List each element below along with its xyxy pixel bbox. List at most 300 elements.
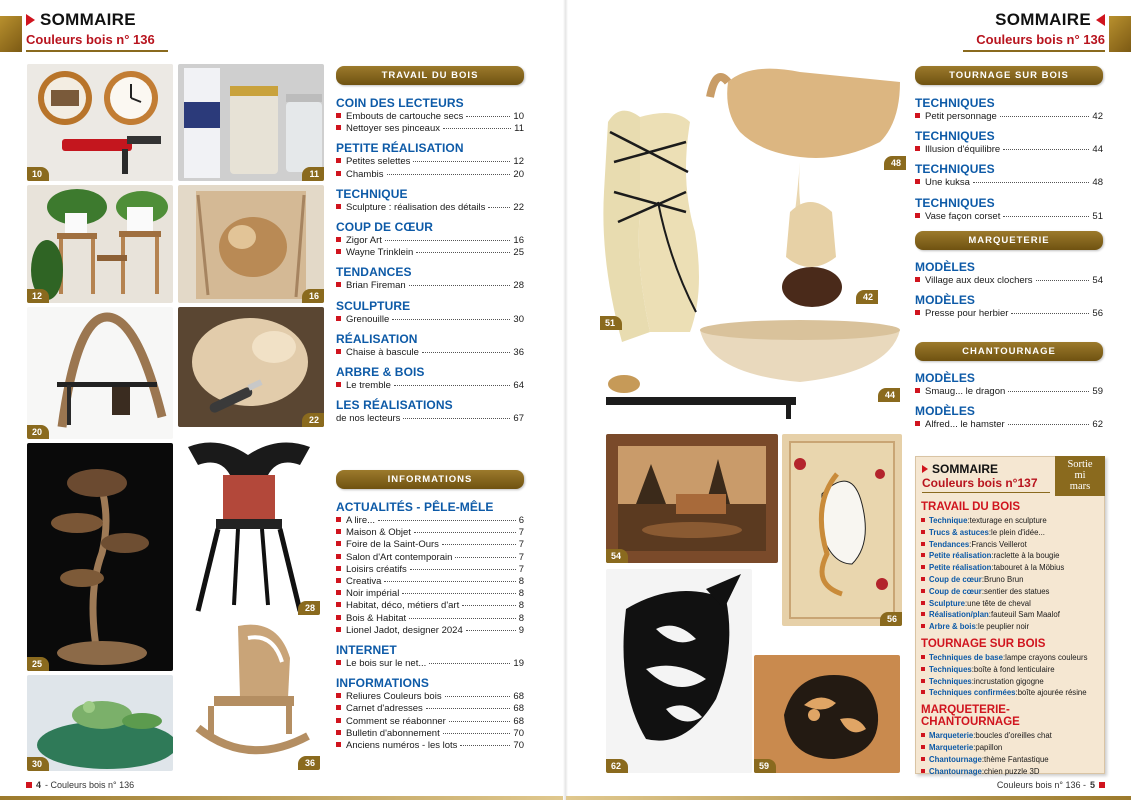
next-issue-entry: Marqueterie : papillon bbox=[921, 742, 1101, 754]
toc-entry-page: 28 bbox=[513, 280, 524, 292]
dot-leader bbox=[414, 532, 516, 533]
toc-group-title: INFORMATIONS bbox=[336, 676, 429, 691]
entry-category: Tendances bbox=[929, 539, 970, 549]
toc-entry[interactable] bbox=[336, 740, 524, 752]
next-issue-entry: Arbre & bois : le peuplier noir bbox=[921, 621, 1101, 633]
toc-entry-page: 68 bbox=[513, 691, 524, 703]
next-issue-entry: Chantournage : thème Fantastique bbox=[921, 754, 1101, 766]
triangle-marker-icon bbox=[922, 465, 928, 473]
toc-entry[interactable] bbox=[336, 202, 524, 214]
entry-topic: le plein d'idée... bbox=[990, 527, 1045, 537]
toc-entry-page: 7 bbox=[518, 539, 524, 551]
bullet-square-icon bbox=[336, 660, 341, 665]
toc-entry-label: Carnet d'adresses bbox=[346, 703, 423, 715]
toc-group bbox=[336, 365, 524, 392]
toc-entry-label: Le tremble bbox=[346, 380, 391, 392]
photo-bonsai bbox=[27, 443, 173, 671]
toc-entry-label: Vase façon corset bbox=[925, 210, 1001, 222]
dot-leader bbox=[462, 605, 515, 606]
photo-hamster-cutout bbox=[754, 655, 900, 773]
toc-entry[interactable] bbox=[336, 539, 524, 551]
bullet-square-icon bbox=[336, 693, 341, 698]
toc-entry-page: 16 bbox=[513, 235, 524, 247]
bullet-square-icon bbox=[336, 578, 341, 583]
photo-page-number: 28 bbox=[298, 601, 320, 615]
dot-leader bbox=[1008, 391, 1089, 392]
toc-entry-page: 9 bbox=[518, 624, 524, 636]
toc-group bbox=[336, 96, 524, 135]
toc-entry-page: 48 bbox=[1092, 177, 1103, 189]
photo-page-number: 25 bbox=[27, 657, 49, 671]
bullet-square-icon bbox=[921, 690, 925, 694]
toc-entry[interactable] bbox=[915, 111, 1103, 123]
photo-stools bbox=[27, 185, 173, 303]
bullet-square-icon bbox=[921, 542, 925, 546]
next-issue-entry: Techniques de base : lampe crayons couleurs bbox=[921, 652, 1101, 664]
bullet-square-icon bbox=[921, 577, 925, 581]
next-issue-entry: Petite réalisation : tabouret à la Möbius bbox=[921, 562, 1101, 574]
toc-entry[interactable] bbox=[336, 728, 524, 740]
toc-entry[interactable] bbox=[336, 588, 524, 600]
entry-category: Trucs & astuces bbox=[929, 527, 989, 537]
next-issue-entry: Trucs & astuces : le plein d'idée... bbox=[921, 527, 1101, 539]
page-edge-tab bbox=[0, 16, 22, 52]
toc-entry-page: 54 bbox=[1092, 275, 1103, 286]
dot-leader bbox=[445, 696, 511, 697]
entry-topic: le peuplier noir bbox=[977, 622, 1030, 632]
entry-category: Petite réalisation bbox=[929, 563, 992, 573]
toc-entry[interactable] bbox=[915, 275, 1103, 287]
dot-leader bbox=[378, 520, 516, 521]
entry-topic: chien puzzle 3D bbox=[984, 766, 1040, 776]
bullet-square-icon bbox=[336, 349, 341, 354]
photo-page-number: 12 bbox=[27, 289, 49, 303]
entry-category: Technique bbox=[929, 516, 968, 525]
entry-topic: fauteuil Sam Maalof bbox=[990, 610, 1060, 620]
photo-page-number: 11 bbox=[302, 167, 324, 181]
dot-leader bbox=[409, 285, 511, 286]
toc-entry-label: Foire de la Saint-Ours bbox=[346, 539, 439, 551]
photo-clocks bbox=[27, 64, 173, 181]
dot-leader bbox=[973, 182, 1090, 183]
toc-entry-page: 8 bbox=[518, 612, 524, 624]
toc-group bbox=[915, 404, 1103, 431]
toc-entry[interactable] bbox=[336, 564, 524, 576]
toc-entry[interactable] bbox=[336, 658, 524, 670]
entry-category: Marqueterie bbox=[929, 742, 974, 752]
dot-leader bbox=[402, 593, 515, 594]
next-issue-entry: Réalisation/plan : fauteuil Sam Maalof bbox=[921, 609, 1101, 621]
toc-entry[interactable] bbox=[915, 177, 1103, 189]
toc-group bbox=[915, 260, 1103, 287]
next-issue-section-title: TRAVAIL DU BOIS bbox=[921, 501, 1021, 513]
toc-entry-page: 8 bbox=[518, 588, 524, 600]
toc-group-title: MODÈLES bbox=[915, 293, 976, 308]
entry-topic: Bruno Brun bbox=[984, 574, 1024, 584]
bullet-square-icon bbox=[336, 171, 341, 176]
toc-entry[interactable] bbox=[336, 123, 524, 135]
entry-topic: raclette à la bougie bbox=[993, 551, 1060, 561]
toc-entry-label: de nos lecteurs bbox=[336, 413, 401, 425]
toc-entry[interactable] bbox=[336, 613, 524, 625]
photo-rocking-chair bbox=[178, 618, 320, 770]
toc-entry-label: Creativa bbox=[346, 576, 382, 588]
toc-entry-label: Chambis bbox=[346, 168, 384, 180]
entry-topic: boucles d'oreilles chat bbox=[975, 731, 1052, 741]
section-band-chantournage: CHANTOURNAGE bbox=[915, 342, 1103, 361]
bullet-square-icon bbox=[336, 742, 341, 747]
toc-group bbox=[336, 220, 524, 259]
photo-turned-wood-collage bbox=[600, 62, 906, 432]
next-issue-entry: Chantournage : chien puzzle 3D bbox=[921, 766, 1101, 778]
bullet-square-icon bbox=[336, 204, 341, 209]
right-page bbox=[566, 0, 1131, 800]
dot-leader bbox=[387, 174, 511, 175]
toc-entry[interactable] bbox=[915, 308, 1103, 320]
toc-group bbox=[915, 196, 1103, 223]
toc-group-title: TECHNIQUES bbox=[915, 195, 995, 210]
toc-entry[interactable] bbox=[336, 413, 524, 425]
toc-entry-label: Noir impérial bbox=[346, 588, 400, 600]
toc-group bbox=[336, 500, 524, 637]
toc-entry[interactable] bbox=[336, 235, 524, 247]
toc-group bbox=[915, 129, 1103, 156]
toc-entry-page: 42 bbox=[1092, 111, 1103, 122]
entry-category: Sculpture bbox=[929, 598, 965, 608]
photo-page-number: 62 bbox=[606, 759, 628, 773]
entry-category: Techniques bbox=[929, 664, 972, 674]
toc-entry-label: Maison & Objet bbox=[346, 527, 411, 539]
toc-entry-label: Habitat, déco, métiers d'art bbox=[346, 600, 460, 612]
dot-leader bbox=[429, 663, 510, 664]
toc-group-title: MODÈLES bbox=[915, 371, 976, 385]
toc-group-title: PETITE RÉALISATION bbox=[336, 141, 464, 156]
next-issue-entry: Tendances : Francis Veillerot bbox=[921, 539, 1101, 551]
toc-entry-label: Petites selettes bbox=[346, 156, 411, 168]
toc-entry[interactable] bbox=[336, 552, 524, 564]
page-header bbox=[963, 10, 1105, 52]
toc-entry[interactable] bbox=[336, 347, 524, 359]
entry-category: Réalisation/plan bbox=[929, 610, 989, 620]
toc-group-title: INTERNET bbox=[336, 643, 397, 658]
section-band-informations: INFORMATIONS bbox=[336, 470, 524, 489]
toc-entry-page: 22 bbox=[513, 201, 524, 213]
dot-leader bbox=[455, 557, 515, 558]
entry-topic: texturage en sculpture bbox=[969, 516, 1047, 525]
entry-category: Coup de cœur bbox=[929, 586, 982, 596]
bullet-square-icon bbox=[336, 615, 341, 620]
bullet-square-icon bbox=[915, 179, 920, 184]
bullet-square-icon bbox=[336, 249, 341, 254]
toc-group bbox=[336, 332, 524, 359]
toc-entry[interactable] bbox=[336, 156, 524, 168]
photo-brian-fireman-chair bbox=[178, 435, 320, 615]
photo-page-number: 59 bbox=[754, 759, 776, 773]
next-issue-section-title: MARQUETERIE-CHANTOURNAGE bbox=[921, 704, 1020, 729]
next-issue-entry: Technique : texturage en sculpture bbox=[921, 515, 1101, 527]
toc-entry-page: 62 bbox=[1092, 419, 1103, 431]
toc-group-title: ACTUALITÉS - PÊLE-MÊLE bbox=[336, 500, 494, 514]
photo-page-number: 36 bbox=[298, 756, 320, 770]
next-issue-entry: Petite réalisation : raclette à la bougie bbox=[921, 550, 1101, 562]
toc-entry-page: 7 bbox=[518, 563, 524, 575]
toc-group bbox=[336, 398, 524, 425]
toc-entry-label: Bulletin d'abonnement bbox=[346, 727, 440, 739]
toc-entry-label: Reliures Couleurs bois bbox=[346, 691, 442, 703]
section-band-travail-du-bois: TRAVAIL DU BOIS bbox=[336, 66, 524, 85]
toc-marqueterie bbox=[915, 260, 1103, 326]
next-issue-entry: Techniques : incrustation gigogne bbox=[921, 676, 1101, 688]
toc-entry-label: Anciens numéros - les lots bbox=[346, 740, 458, 752]
toc-entry-page: 8 bbox=[518, 576, 524, 588]
page-footer bbox=[997, 780, 1105, 790]
page-number: 4 bbox=[36, 780, 42, 790]
toc-entry[interactable] bbox=[336, 625, 524, 637]
left-page bbox=[0, 0, 565, 800]
toc-entry-label: Grenouille bbox=[346, 313, 390, 325]
dot-leader bbox=[426, 708, 511, 709]
bullet-square-icon bbox=[921, 655, 925, 659]
photo-page-number: 56 bbox=[880, 612, 902, 626]
bullet-square-icon bbox=[921, 679, 925, 683]
toc-entry-page: 12 bbox=[513, 156, 524, 168]
bullet-square-icon bbox=[921, 667, 925, 671]
bullet-square-icon bbox=[921, 769, 925, 773]
next-issue-entry: Marqueterie : boucles d'oreilles chat bbox=[921, 730, 1101, 742]
toc-entry[interactable] bbox=[336, 380, 524, 392]
bullet-square-icon bbox=[921, 624, 925, 628]
toc-entry-page: 30 bbox=[513, 313, 524, 325]
entry-topic: sentier des statues bbox=[984, 586, 1050, 596]
toc-entry[interactable] bbox=[336, 703, 524, 715]
toc-entry-label: Salon d'Art contemporain bbox=[346, 551, 453, 563]
next-issue-entry: Coup de cœur : Bruno Brun bbox=[921, 574, 1101, 586]
entry-topic: boîte ajourée résine bbox=[1017, 688, 1087, 698]
page-header bbox=[26, 10, 168, 52]
photo-page-number: 10 bbox=[27, 167, 49, 181]
entry-topic: thème Fantastique bbox=[984, 754, 1049, 764]
next-issue-title: SOMMAIRE bbox=[932, 462, 998, 476]
toc-group bbox=[336, 265, 524, 292]
photo-village-marquetry bbox=[606, 434, 778, 563]
photo-dragon-cutout bbox=[606, 569, 752, 773]
toc-entry-label: Loisirs créatifs bbox=[346, 563, 407, 575]
dot-leader bbox=[449, 721, 511, 722]
toc-entry[interactable] bbox=[336, 111, 524, 123]
bullet-square-icon bbox=[336, 517, 341, 522]
dot-leader bbox=[1003, 149, 1089, 150]
toc-entry-label: Bois & Habitat bbox=[346, 612, 407, 624]
toc-entry-page: 7 bbox=[518, 551, 524, 563]
entry-topic: incrustation gigogne bbox=[973, 676, 1044, 686]
bullet-square-icon bbox=[921, 601, 925, 605]
toc-group bbox=[336, 187, 524, 214]
toc-entry-label: Sculpture : réalisation des détails bbox=[346, 201, 486, 213]
entry-topic: Francis Veillerot bbox=[971, 539, 1027, 549]
bullet-square-icon bbox=[915, 388, 920, 393]
toc-group bbox=[915, 96, 1103, 123]
toc-entry-page: 25 bbox=[513, 247, 524, 259]
toc-group-title: ARBRE & BOIS bbox=[336, 365, 425, 380]
toc-entry-page: 19 bbox=[513, 658, 524, 670]
toc-entry-label: Petit personnage bbox=[925, 111, 997, 122]
toc-entry-label: Lionel Jadot, designer 2024 bbox=[346, 624, 463, 636]
bullet-square-icon bbox=[336, 705, 341, 710]
photo-page-number: 20 bbox=[27, 425, 49, 439]
entry-topic: lampe crayons couleurs bbox=[1005, 652, 1088, 662]
dot-leader bbox=[385, 240, 511, 241]
toc-group-title: LES RÉALISATIONS bbox=[336, 398, 453, 413]
bullet-square-icon bbox=[915, 113, 920, 118]
next-issue-entry: Techniques confirmées : boîte ajourée résine bbox=[921, 687, 1101, 699]
toc-entry-page: 36 bbox=[513, 346, 524, 358]
toc-entry-label: Le bois sur le net... bbox=[346, 658, 427, 670]
entry-topic: tabouret à la Möbius bbox=[993, 563, 1065, 573]
toc-entry[interactable] bbox=[336, 247, 524, 259]
toc-group bbox=[336, 643, 524, 670]
entry-category: Marqueterie bbox=[929, 731, 974, 741]
photo-sculpture-detail bbox=[178, 307, 324, 427]
bullet-square-icon bbox=[915, 421, 920, 426]
toc-group bbox=[915, 162, 1103, 189]
dot-leader bbox=[392, 319, 510, 320]
dot-leader bbox=[384, 581, 515, 582]
toc-entry[interactable] bbox=[336, 576, 524, 588]
entry-category: Techniques bbox=[929, 676, 972, 686]
entry-topic: boîte à fond lenticulaire bbox=[973, 664, 1055, 674]
bullet-square-icon bbox=[921, 612, 925, 616]
toc-group-title: RÉALISATION bbox=[336, 331, 418, 346]
bullet-square-icon bbox=[915, 310, 920, 315]
bullet-square-icon bbox=[336, 602, 341, 607]
toc-entry-page: 7 bbox=[518, 527, 524, 539]
bullet-square-icon bbox=[336, 554, 341, 559]
toc-group-title: TECHNIQUES bbox=[915, 96, 995, 110]
section-band-marqueterie: MARQUETERIE bbox=[915, 231, 1103, 250]
photo-page-number: 44 bbox=[878, 388, 900, 402]
toc-entry-label: Smaug... le dragon bbox=[925, 386, 1006, 397]
page-number: 5 bbox=[1089, 780, 1095, 790]
toc-chantournage bbox=[915, 371, 1103, 437]
entry-topic: une tête de cheval bbox=[967, 598, 1031, 608]
dot-leader bbox=[466, 630, 516, 631]
toc-entry-page: 67 bbox=[513, 413, 524, 425]
toc-entry-label: Presse pour herbier bbox=[925, 308, 1009, 320]
issue-title: Couleurs bois n° 136 bbox=[26, 32, 155, 47]
dot-leader bbox=[443, 733, 511, 734]
toc-entry-page: 64 bbox=[513, 380, 524, 392]
next-issue-contents bbox=[921, 499, 1101, 777]
toc-group bbox=[915, 293, 1103, 320]
entry-category: Techniques confirmées bbox=[929, 688, 1016, 698]
photo-frog bbox=[27, 675, 173, 771]
dot-leader bbox=[1011, 313, 1089, 314]
bullet-square-icon bbox=[921, 565, 925, 569]
bullet-square-icon bbox=[336, 590, 341, 595]
toc-group-title: SCULPTURE bbox=[336, 298, 411, 313]
toc-entry-label: Une kuksa bbox=[925, 177, 970, 189]
toc-group bbox=[336, 141, 524, 180]
dot-leader bbox=[422, 352, 511, 353]
toc-entry-page: 11 bbox=[514, 123, 524, 135]
toc-entry[interactable] bbox=[336, 280, 524, 292]
bullet-square-icon bbox=[921, 757, 925, 761]
toc-entry[interactable] bbox=[336, 691, 524, 703]
photo-brushes bbox=[178, 64, 324, 181]
toc-entry[interactable] bbox=[336, 600, 524, 612]
dot-leader bbox=[460, 745, 510, 746]
toc-entry[interactable] bbox=[336, 515, 524, 527]
toc-entry-label: Illusion d'équilibre bbox=[925, 144, 1001, 156]
toc-entry-label: A lire... bbox=[346, 515, 376, 526]
next-issue-section-title: TOURNAGE SUR BOIS bbox=[921, 637, 1046, 650]
toc-entry-label: Wayne Trinklein bbox=[346, 247, 414, 259]
toc-group-title: TECHNIQUES bbox=[915, 129, 995, 144]
bullet-square-icon bbox=[915, 213, 920, 218]
bullet-square-icon bbox=[921, 530, 925, 534]
page-title: SOMMAIRE bbox=[995, 10, 1091, 29]
dot-leader bbox=[466, 116, 510, 117]
next-issue-box bbox=[915, 456, 1105, 774]
photo-page-number: 51 bbox=[600, 316, 622, 330]
page-footer bbox=[26, 780, 134, 790]
toc-entry[interactable] bbox=[915, 419, 1103, 431]
next-issue-entry: Coup de cœur : sentier des statues bbox=[921, 586, 1101, 598]
bullet-square-icon bbox=[336, 158, 341, 163]
toc-informations bbox=[336, 500, 524, 758]
bullet-square-icon bbox=[336, 718, 341, 723]
toc-entry-page: 68 bbox=[513, 715, 524, 727]
toc-entry[interactable] bbox=[915, 144, 1103, 156]
next-issue-entry: Techniques : boîte à fond lenticulaire bbox=[921, 664, 1101, 676]
toc-entry-label: Comment se réabonner bbox=[346, 715, 446, 727]
bullet-square-icon bbox=[915, 146, 920, 151]
toc-group bbox=[915, 371, 1103, 398]
dot-leader bbox=[488, 207, 510, 208]
toc-entry[interactable] bbox=[336, 716, 524, 728]
bullet-square-icon bbox=[915, 277, 920, 282]
photo-zigor bbox=[178, 185, 324, 303]
bullet-square-icon bbox=[336, 627, 341, 632]
dot-leader bbox=[1036, 280, 1090, 281]
toc-entry-label: Alfred... le hamster bbox=[925, 419, 1005, 431]
bullet-square-icon bbox=[336, 730, 341, 735]
toc-entry-label: Chaise à bascule bbox=[346, 346, 419, 358]
toc-travail-du-bois bbox=[336, 96, 524, 431]
toc-entry[interactable] bbox=[915, 386, 1103, 398]
bullet-square-icon bbox=[336, 113, 341, 118]
toc-group-title: MODÈLES bbox=[915, 404, 976, 419]
toc-group-title: TECHNIQUES bbox=[915, 162, 995, 177]
entry-category: Petite réalisation bbox=[929, 551, 992, 561]
entry-topic: papillon bbox=[975, 742, 1003, 752]
toc-entry-page: 6 bbox=[518, 515, 524, 526]
bullet-square-icon bbox=[336, 566, 341, 571]
toc-entry[interactable] bbox=[336, 527, 524, 539]
page-title: SOMMAIRE bbox=[40, 10, 136, 29]
toc-entry[interactable] bbox=[336, 169, 524, 181]
bullet-square-icon bbox=[336, 541, 341, 546]
entry-category: Chantournage bbox=[929, 766, 982, 776]
triangle-marker-icon bbox=[26, 14, 35, 26]
dot-leader bbox=[409, 618, 516, 619]
toc-entry-page: 70 bbox=[513, 740, 524, 752]
toc-entry[interactable] bbox=[336, 314, 524, 326]
photo-page-number: 54 bbox=[606, 549, 628, 563]
dot-leader bbox=[416, 252, 510, 253]
toc-entry-page: 51 bbox=[1092, 210, 1103, 222]
toc-entry[interactable] bbox=[915, 211, 1103, 223]
